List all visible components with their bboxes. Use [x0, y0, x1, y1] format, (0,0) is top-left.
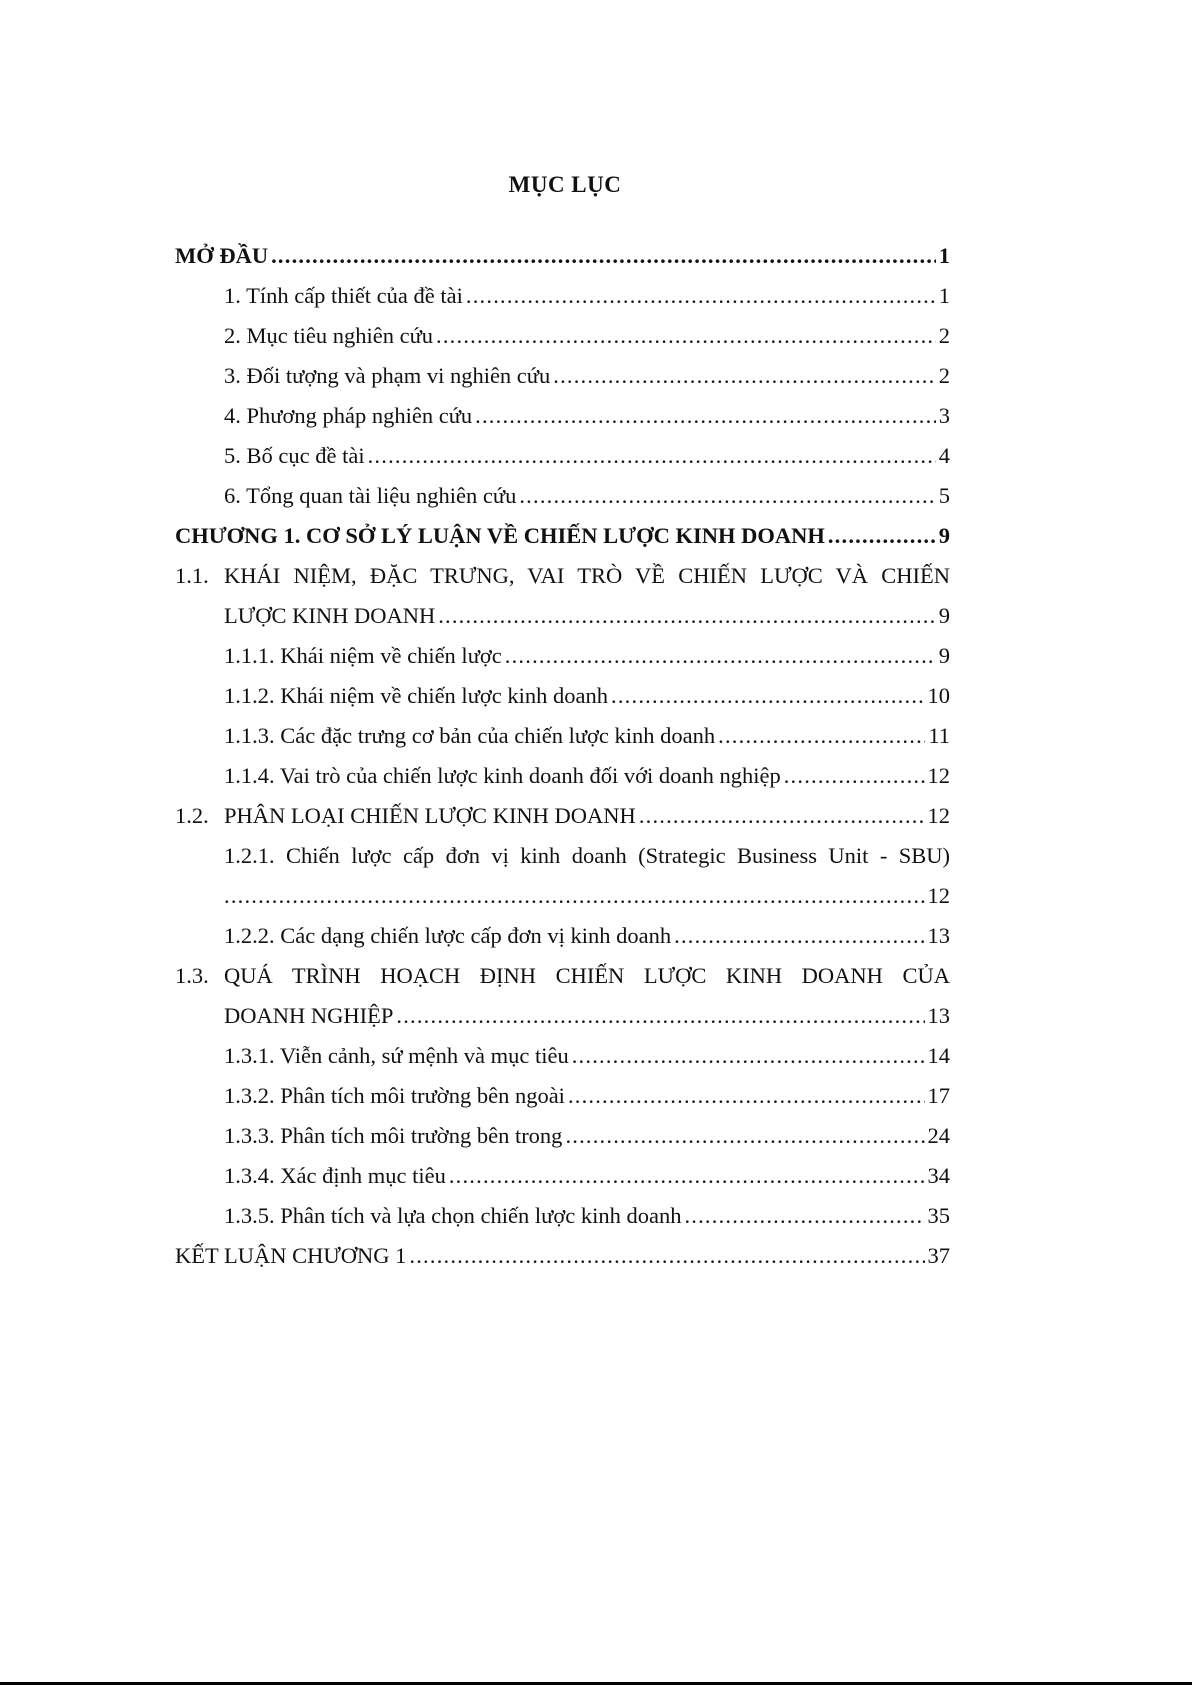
toc-entry-text: 1. Tính cấp thiết của đề tài: [224, 283, 463, 308]
toc-entry[interactable]: [175, 716, 950, 756]
toc-entry[interactable]: [175, 436, 950, 476]
leader-dots: [224, 876, 925, 916]
toc-entry-text: KẾT LUẬN CHƯƠNG 1: [175, 1243, 407, 1268]
toc-entry-text-cont: DOANH NGHIỆP: [224, 1003, 394, 1028]
toc-entry[interactable]: [175, 476, 950, 516]
toc-entry-page: 34: [927, 1163, 950, 1188]
toc-entry-page: 14: [927, 1043, 950, 1068]
toc-entry-text: MỞ ĐẦU: [175, 243, 269, 268]
toc-entry-text: 1.1.3. Các đặc trưng cơ bản của chiến lược kinh doanh: [224, 723, 716, 748]
leader-dots: [611, 676, 924, 716]
toc-entry[interactable]: [175, 316, 950, 356]
toc-entry[interactable]: [175, 1196, 950, 1236]
toc-entry-page: 5: [938, 483, 950, 508]
toc-entry-page: 13: [927, 1003, 950, 1028]
leader-dots: [553, 356, 936, 396]
toc-entry-number: 1.1.: [175, 563, 209, 588]
toc-entry-text: 3. Đối tượng và phạm vi nghiên cứu: [224, 363, 551, 388]
toc-entry[interactable]: [175, 676, 950, 716]
toc-entry[interactable]: [175, 836, 950, 916]
toc-entry-text: QUÁ TRÌNH HOẠCH ĐỊNH CHIẾN LƯỢC KINH DOANH CỦA: [224, 963, 950, 988]
toc-entry-text: 6. Tổng quan tài liệu nghiên cứu: [224, 483, 517, 508]
toc-entry-text: KHÁI NIỆM, ĐẶC TRƯNG, VAI TRÒ VỀ CHIẾN LƯỢC VÀ CHIẾN: [224, 563, 950, 588]
toc-entry-page: 4: [938, 443, 950, 468]
leader-dots: [572, 1036, 925, 1076]
toc-entry[interactable]: [175, 236, 950, 276]
toc-entry-conclusion[interactable]: [175, 1236, 950, 1276]
toc-entry-page: 12: [927, 763, 950, 788]
toc-entry-chapter[interactable]: [175, 516, 950, 556]
toc-entry-page: 12: [927, 883, 950, 908]
toc-entry-page: 17: [927, 1083, 950, 1108]
leader-dots: [475, 396, 936, 436]
leader-dots: [784, 756, 925, 796]
leader-dots: [519, 476, 935, 516]
leader-dots: [438, 596, 936, 636]
toc-entry-page: 24: [927, 1123, 950, 1148]
toc-entry-page: 2: [938, 363, 950, 388]
toc-entry-text: 5. Bố cục đề tài: [224, 443, 365, 468]
toc-entry-text: 1.3.5. Phân tích và lựa chọn chiến lược kinh doanh: [224, 1203, 682, 1228]
toc-entry[interactable]: [175, 1076, 950, 1116]
toc-entry-page: 10: [927, 683, 950, 708]
toc-entry-number: 1.2.: [175, 803, 209, 828]
toc-entry-page: 1: [938, 283, 950, 308]
leader-dots: [396, 996, 924, 1036]
toc-entry-text: 1.1.2. Khái niệm về chiến lược kinh doanh: [224, 683, 609, 708]
leader-dots: [449, 1156, 925, 1196]
table-of-contents: [175, 236, 950, 1276]
leader-dots: [828, 516, 936, 556]
toc-entry[interactable]: [175, 276, 950, 316]
toc-entry-text: 1.1.4. Vai trò của chiến lược kinh doanh đối với doanh nghiệp: [224, 763, 781, 788]
leader-dots: [368, 436, 936, 476]
toc-entry-page: 9: [938, 603, 950, 628]
toc-entry-page: 13: [927, 923, 950, 948]
toc-entry-text: 1.2.1. Chiến lược cấp đơn vị kinh doanh (Strategic Business Unit - SBU): [224, 843, 950, 868]
leader-dots: [568, 1076, 925, 1116]
toc-entry[interactable]: [175, 356, 950, 396]
toc-entry-section[interactable]: [175, 796, 950, 836]
leader-dots: [565, 1116, 924, 1156]
toc-entry[interactable]: [175, 1036, 950, 1076]
leader-dots: [718, 716, 925, 756]
toc-entry-text: 1.3.3. Phân tích môi trường bên trong: [224, 1123, 563, 1148]
leader-dots: [436, 316, 936, 356]
toc-entry-section[interactable]: [175, 956, 950, 1036]
toc-entry-page: 37: [927, 1243, 950, 1268]
leader-dots: [466, 276, 936, 316]
toc-entry[interactable]: [175, 1116, 950, 1156]
toc-entry-page: 35: [927, 1203, 950, 1228]
toc-entry-text: 4. Phương pháp nghiên cứu: [224, 403, 473, 428]
toc-entry-text: 1.3.4. Xác định mục tiêu: [224, 1163, 446, 1188]
leader-dots: [684, 1196, 924, 1236]
toc-entry-page: 9: [938, 523, 950, 548]
toc-entry[interactable]: [175, 916, 950, 956]
leader-dots: [674, 916, 924, 956]
leader-dots: [409, 1236, 924, 1276]
toc-entry-page: 1: [938, 243, 950, 268]
toc-entry[interactable]: [175, 396, 950, 436]
toc-entry-page: 11: [928, 723, 950, 748]
toc-entry-number: 1.3.: [175, 963, 209, 988]
toc-entry-text: 1.2.2. Các dạng chiến lược cấp đơn vị kinh doanh: [224, 923, 672, 948]
toc-entry[interactable]: [175, 636, 950, 676]
toc-entry[interactable]: [175, 756, 950, 796]
leader-dots: [505, 636, 936, 676]
toc-title: MỤC LỤC: [508, 172, 622, 197]
toc-entry-page: 12: [927, 803, 950, 828]
toc-entry-text: 1.3.2. Phân tích môi trường bên ngoài: [224, 1083, 565, 1108]
toc-entry-page: 3: [938, 403, 950, 428]
leader-dots: [271, 236, 936, 276]
toc-entry[interactable]: [175, 1156, 950, 1196]
leader-dots: [639, 796, 925, 836]
toc-entry-text: 2. Mục tiêu nghiên cứu: [224, 323, 434, 348]
toc-entry-page: 9: [938, 643, 950, 668]
toc-entry-text-cont: LƯỢC KINH DOANH: [224, 603, 436, 628]
toc-entry-text: PHÂN LOẠI CHIẾN LƯỢC KINH DOANH: [224, 803, 636, 828]
toc-entry-text: 1.1.1. Khái niệm về chiến lược: [224, 643, 502, 668]
toc-entry-section[interactable]: [175, 556, 950, 636]
toc-entry-text: CHƯƠNG 1. CƠ SỞ LÝ LUẬN VỀ CHIẾN LƯỢC KINH DOANH: [175, 523, 825, 548]
toc-entry-text: 1.3.1. Viễn cảnh, sứ mệnh và mục tiêu: [224, 1043, 569, 1068]
toc-entry-page: 2: [938, 323, 950, 348]
